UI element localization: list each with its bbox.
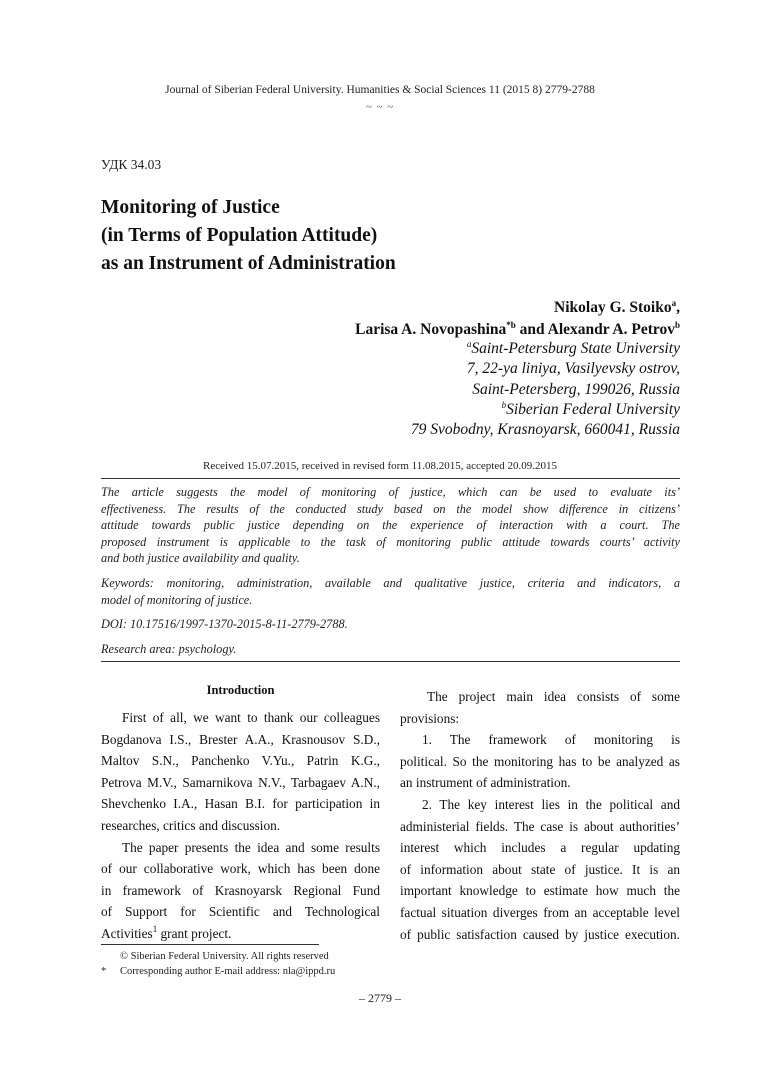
body-line: Shevchenko I.A., Hasan B.I. for participation in bbox=[101, 796, 380, 812]
author-sep: , bbox=[676, 299, 680, 316]
abstract-line: attitude towards public justice depending on the experience of interaction with a court. The bbox=[101, 518, 680, 532]
abstract-top-rule bbox=[101, 478, 680, 479]
left-column bbox=[101, 707, 380, 945]
research-area: Research area: psychology. bbox=[101, 642, 237, 656]
abstract-bottom-rule bbox=[101, 661, 680, 662]
body-text: Activities bbox=[101, 925, 153, 941]
title-line-1: Monitoring of Justice bbox=[101, 197, 280, 218]
body-line: The project main idea consists of some bbox=[427, 689, 680, 704]
footnote-star: * bbox=[101, 966, 107, 977]
footnote-mark: 1 bbox=[152, 923, 158, 934]
affil-a-line-2: 7, 22-ya liniya, Vasilyevsky ostrov, bbox=[466, 360, 680, 378]
body-line: Bogdanova I.S., Brester A.A., Krasnousov S.D., bbox=[101, 731, 380, 747]
received-dates: Received 15.07.2015, received in revised form 11.08.2015, accepted 20.09.2015 bbox=[203, 460, 557, 472]
paper-title bbox=[101, 194, 396, 278]
abstract-line: and both justice availability and quality. bbox=[101, 551, 300, 565]
abstract bbox=[101, 484, 680, 567]
title-line-3: as an Instrument of Administration bbox=[101, 253, 396, 274]
affil-mark: *b bbox=[506, 320, 516, 330]
author-stoiko: Nikolay G. Stoiko bbox=[554, 299, 672, 316]
body-line: of our collaborative work, which has been done bbox=[101, 861, 380, 877]
journal-header: Journal of Siberian Federal University. Humanities & Social Sciences 11 (2015 8) 2779-2788 bbox=[165, 84, 595, 96]
author-petrov: and Alexandr A. Petrov bbox=[515, 321, 675, 338]
page-number: – 2779 – bbox=[359, 991, 401, 1005]
copyright-footnote: © Siberian Federal University. All rights reserved bbox=[120, 951, 329, 962]
keywords-line: Keywords: monitoring, administration, available and qualitative justice, criteria and indicators, a bbox=[101, 576, 680, 590]
author-line-2 bbox=[355, 319, 680, 341]
udk-code: УДК 34.03 bbox=[101, 157, 162, 172]
header-separator: ~ ~ ~ bbox=[365, 101, 395, 113]
body-line: an instrument of administration. bbox=[400, 775, 571, 791]
body-line: Petrova M.V., Samarnikova N.V., Tarbagaev A.N., bbox=[101, 774, 380, 790]
affil-b-line-1 bbox=[411, 400, 680, 420]
body-line: of Support for Scientific and Technological bbox=[101, 904, 380, 920]
keywords-line: model of monitoring of justice. bbox=[101, 592, 253, 607]
body-line: of information about state of justice. It is an bbox=[400, 861, 680, 877]
affil-mark: b bbox=[674, 320, 680, 330]
body-line: in framework of Krasnoyarsk Regional Fund bbox=[101, 882, 380, 898]
abstract-line: effectiveness. The results of the conducted study based on the model show difference in citizens’ bbox=[101, 501, 680, 516]
body-line: 2. The key interest lies in the political and bbox=[422, 796, 680, 812]
affil-b-name: Siberian Federal University bbox=[506, 400, 680, 418]
body-line: political. So the monitoring has to be analyzed as bbox=[400, 753, 680, 769]
body-line: factual situation diverges from an acceptable level bbox=[400, 904, 680, 920]
keywords bbox=[101, 575, 680, 608]
body-line: First of all, we want to thank our colleagues bbox=[122, 710, 380, 725]
body-line: 1. The framework of monitoring is bbox=[422, 732, 680, 748]
affil-mark: b bbox=[501, 399, 507, 410]
body-line: researches, critics and discussion. bbox=[101, 817, 281, 833]
body-line: important knowledge to estimate how much the bbox=[400, 883, 680, 899]
author-list bbox=[355, 297, 680, 341]
section-heading-introduction: Introduction bbox=[206, 683, 275, 697]
title-line-2: (in Terms of Population Attitude) bbox=[101, 225, 378, 246]
abstract-line: proposed instrument is applicable to the task of monitoring public attitude towards courts’ activity bbox=[101, 534, 680, 549]
doi: DOI: 10.17516/1997-1370-2015-8-11-2779-2788. bbox=[101, 617, 348, 631]
affiliations bbox=[411, 339, 680, 440]
affil-mark: a bbox=[671, 298, 677, 308]
body-line: Maltov S.N., Panchenko V.Yu., Patrin K.G., bbox=[101, 753, 380, 769]
right-column bbox=[400, 686, 680, 945]
affil-mark: a bbox=[466, 339, 472, 349]
body-line: interest which includes a regular updating bbox=[400, 840, 680, 856]
footnote-rule bbox=[101, 944, 319, 945]
affil-a-name: Saint-Petersburg State University bbox=[471, 340, 680, 357]
affil-a-line-3: Saint-Petersberg, 199026, Russia bbox=[472, 380, 680, 398]
body-line: The paper presents the idea and some results bbox=[122, 839, 380, 855]
author-line-1 bbox=[355, 297, 680, 319]
body-line bbox=[101, 923, 380, 945]
corresponding-author-footnote: Corresponding author E-mail address: nla@ippd.ru bbox=[120, 966, 336, 977]
body-line: of public satisfaction caused by justice execution. bbox=[400, 926, 680, 942]
body-line: administerial fields. The case is about authorities’ bbox=[400, 818, 680, 834]
body-line: provisions: bbox=[400, 710, 460, 726]
body-text: grant project. bbox=[157, 925, 232, 941]
affil-a-line-1 bbox=[411, 339, 680, 359]
affil-b-line-2: 79 Svobodny, Krasnoyarsk, 660041, Russia bbox=[410, 421, 680, 439]
abstract-line: The article suggests the model of monitoring of justice, which can be used to evaluate its’ bbox=[101, 485, 680, 499]
author-novopashina: Larisa A. Novopashina bbox=[355, 321, 507, 338]
